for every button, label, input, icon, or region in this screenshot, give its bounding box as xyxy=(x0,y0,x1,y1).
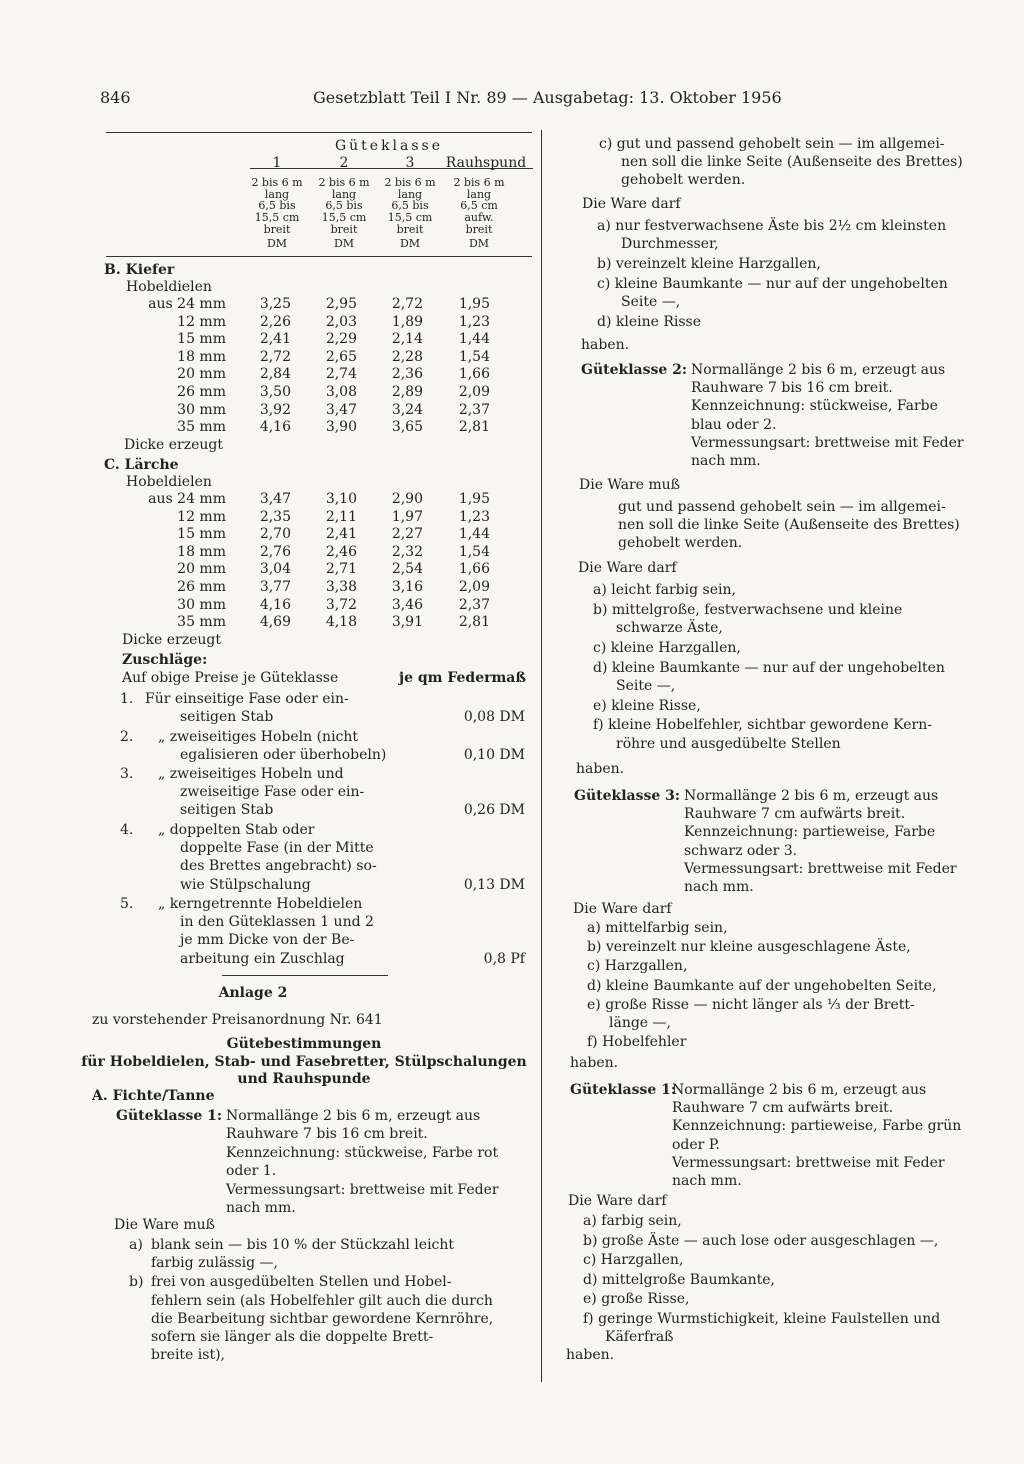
gueteklasse-text: Rauhware 7 bis 16 cm breit. xyxy=(226,1126,428,1143)
price-cell: 1,89 xyxy=(391,313,423,330)
anlage-heading: und Rauhspunde xyxy=(237,1071,371,1088)
item-text: arbeitung ein Zuschlag xyxy=(180,950,345,967)
price-cell: 2,09 xyxy=(458,579,490,595)
text-line: c) Harzgallen, xyxy=(583,1252,684,1268)
price-cell: 4,18 xyxy=(325,614,357,631)
price-cell: 1,44 xyxy=(458,331,490,348)
ware-darf: Die Ware darf xyxy=(582,196,681,212)
zuschlaege-title: Zuschläge: xyxy=(122,652,208,668)
text-line: Kennzeichnung: stückweise, Farbe xyxy=(691,398,938,415)
price-cell: 2,54 xyxy=(391,561,423,578)
item-text: breite ist), xyxy=(151,1347,225,1364)
price-cell: 3,46 xyxy=(391,596,423,613)
price-cell: 2,71 xyxy=(325,561,357,578)
text-line: Käferfraß xyxy=(605,1328,674,1345)
gueteklasse-text: Kennzeichnung: stückweise, Farbe rot xyxy=(226,1144,499,1161)
left-top-rule xyxy=(106,132,532,133)
text-line: blau oder 2. xyxy=(691,416,777,433)
row-label: 12 mm xyxy=(177,508,226,525)
price-cell: 2,72 xyxy=(391,296,423,312)
price-cell: 2,65 xyxy=(325,348,357,365)
price-cell: 4,16 xyxy=(259,419,291,436)
price-cell: 2,28 xyxy=(391,348,423,365)
price-cell: 2,11 xyxy=(325,508,357,525)
ware-darf: Die Ware darf xyxy=(568,1193,667,1209)
price-cell: 3,24 xyxy=(391,401,423,418)
haben: haben. xyxy=(570,1055,619,1071)
row-label: 15 mm xyxy=(177,331,226,348)
item-price: 0,08 DM xyxy=(463,709,525,726)
price-cell: 2,29 xyxy=(325,331,357,348)
text-line: Rauhware 7 bis 16 cm breit. xyxy=(691,380,893,397)
unit-label: DM xyxy=(266,237,288,250)
column-divider xyxy=(541,130,542,1382)
item-text: doppelte Fase (in der Mitte xyxy=(180,840,374,857)
item-number: 4. xyxy=(120,822,134,838)
column-description: 6,5 bis xyxy=(258,199,296,213)
column-description: lang xyxy=(466,187,492,201)
row-label: aus 24 mm xyxy=(148,296,226,312)
item-text: seitigen Stab xyxy=(180,802,274,819)
row-label: 30 mm xyxy=(177,401,226,418)
text-line: d) mittelgroße Baumkante, xyxy=(583,1271,775,1288)
column-description: lang xyxy=(397,187,423,201)
column-description: 6,5 cm xyxy=(460,199,498,213)
price-cell: 3,77 xyxy=(259,579,291,595)
price-cell: 1,23 xyxy=(458,313,490,330)
text-line: nen soll die linke Seite (Außenseite des Brettes) xyxy=(618,517,960,534)
price-cell: 2,89 xyxy=(391,384,423,400)
anlage-heading: Gütebestimmungen xyxy=(226,1036,382,1052)
price-cell: 2,70 xyxy=(259,526,291,543)
row-footer: Dicke erzeugt xyxy=(124,436,224,453)
item-text: je mm Dicke von der Be- xyxy=(180,932,355,949)
price-cell: 2,35 xyxy=(259,508,291,525)
price-cell: 2,03 xyxy=(325,313,357,330)
price-cell: 2,95 xyxy=(325,296,357,312)
price-cell: 3,90 xyxy=(325,419,357,436)
price-cell: 2,46 xyxy=(325,543,357,560)
text-line: b) mittelgroße, festverwachsene und kleine xyxy=(593,601,903,618)
text-line: c) kleine Harzgallen, xyxy=(593,639,741,656)
unit-label: DM xyxy=(468,237,490,250)
column-description: 2 bis 6 m xyxy=(318,176,370,189)
item-text: Für einseitige Fase oder ein- xyxy=(145,691,349,707)
item-letter: b) xyxy=(129,1274,144,1291)
text-line: f) geringe Wurmstichigkeit, kleine Faulstellen und xyxy=(583,1310,941,1327)
gueteklasse-label: Güteklasse 1: xyxy=(570,1082,677,1098)
text-line: Vermessungsart: brettweise mit Feder xyxy=(691,434,964,451)
price-cell: 2,41 xyxy=(259,331,291,348)
unit-label: DM xyxy=(399,237,421,250)
price-cell: 2,81 xyxy=(458,419,490,436)
ware-darf: Die Ware darf xyxy=(578,560,677,576)
text-line: Seite —, xyxy=(621,294,681,310)
text-line: Vermessungsart: brettweise mit Feder xyxy=(684,860,957,877)
gueteklasse-text: Normallänge 2 bis 6 m, erzeugt aus xyxy=(226,1108,481,1124)
price-cell: 3,16 xyxy=(391,579,423,595)
price-cell: 2,26 xyxy=(259,313,291,330)
item-price: 0,10 DM xyxy=(463,747,525,764)
price-cell: 2,36 xyxy=(391,366,423,383)
item-number: 2. xyxy=(120,729,134,745)
price-cell: 1,66 xyxy=(458,366,490,383)
text-line: nach mm. xyxy=(691,453,761,469)
row-label: 18 mm xyxy=(177,543,226,560)
text-line: Kennzeichnung: partieweise, Farbe xyxy=(684,824,936,841)
item-text: die Bearbeitung sichtbar gewordene Kernröhre, xyxy=(151,1310,494,1327)
price-cell: 4,69 xyxy=(259,614,291,631)
item-price: 0,8 Pf xyxy=(483,950,525,967)
text-line: Seite —, xyxy=(616,677,676,694)
column-description: lang xyxy=(331,187,357,201)
ware-muss: Die Ware muß xyxy=(114,1217,216,1233)
text-line: c) kleine Baumkante — nur auf der ungehobelten xyxy=(597,275,948,292)
item-text: wie Stülpschalung xyxy=(180,876,311,893)
row-label: 35 mm xyxy=(177,419,226,436)
price-cell: 3,91 xyxy=(391,614,423,631)
row-footer: Dicke erzeugt xyxy=(122,631,222,648)
row-label: 30 mm xyxy=(177,596,226,613)
price-cell: 3,47 xyxy=(259,491,291,507)
item-text: „ kerngetrennte Hobeldielen xyxy=(158,896,363,912)
text-line: a) farbig sein, xyxy=(583,1213,682,1229)
item-text: egalisieren oder überhobeln) xyxy=(180,747,387,764)
row-label: 18 mm xyxy=(177,348,226,365)
price-cell: 3,10 xyxy=(325,491,357,507)
column-description: 15,5 cm xyxy=(254,211,300,225)
row-label: 12 mm xyxy=(177,313,226,330)
price-cell: 3,47 xyxy=(325,401,357,418)
text-line: d) kleine Risse xyxy=(597,313,702,330)
item-text: sofern sie länger als die doppelte Brett- xyxy=(151,1329,434,1345)
text-line: gut und passend gehobelt sein — im allgemei- xyxy=(618,499,946,515)
price-cell: 4,16 xyxy=(259,596,291,613)
item-number: 5. xyxy=(120,896,134,912)
gueteklasse-text: oder 1. xyxy=(226,1163,277,1180)
row-label: 15 mm xyxy=(177,526,226,543)
text-line: a) leicht farbig sein, xyxy=(593,582,736,598)
text-line: gehobelt werden. xyxy=(618,535,743,552)
zuschlaege-intro: Auf obige Preise je Güteklasse xyxy=(122,670,339,686)
price-cell: 2,76 xyxy=(259,543,291,560)
column-header: Rauhspund xyxy=(445,155,527,171)
column-description: 15,5 cm xyxy=(321,211,367,225)
item-text: farbig zulässig —, xyxy=(151,1255,278,1272)
item-text: des Brettes angebracht) so- xyxy=(180,858,377,875)
column-description: 6,5 bis xyxy=(391,199,429,213)
unit-label: DM xyxy=(333,237,355,250)
price-cell: 2,72 xyxy=(259,348,291,365)
text-line: b) vereinzelt nur kleine ausgeschlagene Äste, xyxy=(587,939,911,956)
price-cell: 1,95 xyxy=(458,491,490,507)
column-description: lang xyxy=(264,187,290,201)
text-line: Durchmesser, xyxy=(621,236,719,253)
text-line: a) nur festverwachsene Äste bis 2½ cm kleinsten xyxy=(597,218,947,234)
text-line: oder P. xyxy=(672,1136,720,1153)
text-line: Normallänge 2 bis 6 m, erzeugt aus xyxy=(691,362,946,378)
price-cell: 3,08 xyxy=(325,384,357,400)
row-label: 26 mm xyxy=(177,579,226,595)
ware-muss: Die Ware muß xyxy=(579,477,681,493)
price-cell: 1,95 xyxy=(458,296,490,312)
page-number: 846 xyxy=(100,88,131,107)
price-cell: 3,04 xyxy=(259,561,291,578)
price-cell: 1,97 xyxy=(391,508,423,525)
text-line: f) Hobelfehler xyxy=(587,1034,687,1051)
price-cell: 2,37 xyxy=(458,401,490,418)
zuschlaege-column-header: je qm Federmaß xyxy=(399,670,526,686)
text-line: b) vereinzelt kleine Harzgallen, xyxy=(597,256,821,272)
item-text: blank sein — bis 10 % der Stückzahl leicht xyxy=(151,1237,455,1253)
price-cell: 1,66 xyxy=(458,561,490,578)
text-line: nach mm. xyxy=(684,879,754,895)
text-line: e) kleine Risse, xyxy=(593,697,701,714)
text-line: d) kleine Baumkante — nur auf der ungehobelten xyxy=(593,659,945,676)
item-text: frei von ausgedübelten Stellen und Hobel- xyxy=(151,1274,452,1291)
text-line: Vermessungsart: brettweise mit Feder xyxy=(672,1154,945,1171)
price-cell: 1,54 xyxy=(458,348,490,365)
text-line: c) gut und passend gehobelt sein — im allgemei- xyxy=(599,136,945,152)
text-line: röhre und ausgedübelte Stellen xyxy=(616,735,841,752)
text-line: nen soll die linke Seite (Außenseite des Brettes) xyxy=(621,154,963,171)
ware-darf: Die Ware darf xyxy=(573,901,672,917)
text-line: Rauhware 7 cm aufwärts breit. xyxy=(672,1100,894,1117)
text-line: schwarze Äste, xyxy=(616,620,723,636)
text-line: e) große Risse, xyxy=(583,1291,690,1307)
anlage-reference: zu vorstehender Preisanordnung Nr. 641 xyxy=(92,1012,383,1028)
section-title: C. Lärche xyxy=(104,457,179,473)
column-description: 15,5 cm xyxy=(387,211,433,225)
text-line: f) kleine Hobelfehler, sichtbar gewordene Kern- xyxy=(593,717,932,734)
gueteklasse-text: nach mm. xyxy=(226,1200,296,1216)
column-description: breit xyxy=(465,222,493,236)
item-text: „ zweiseitiges Hobeln und xyxy=(158,766,344,782)
price-cell: 1,54 xyxy=(458,543,490,560)
price-cell: 2,37 xyxy=(458,596,490,613)
price-cell: 2,14 xyxy=(391,331,423,348)
price-cell: 2,90 xyxy=(391,491,423,507)
column-description: 2 bis 6 m xyxy=(453,176,505,189)
price-cell: 2,74 xyxy=(325,366,357,383)
section-subtitle: Hobeldielen xyxy=(126,474,212,490)
item-letter: a) xyxy=(129,1237,143,1253)
text-line: d) kleine Baumkante auf der ungehobelten Seite, xyxy=(587,977,937,994)
price-cell: 3,72 xyxy=(325,596,357,613)
column-description: 6,5 bis xyxy=(325,199,363,213)
item-text: „ zweiseitiges Hobeln (nicht xyxy=(158,729,359,745)
gueteklasse-label: Güteklasse 3: xyxy=(574,788,681,804)
row-label: 20 mm xyxy=(177,366,226,383)
text-line: länge —, xyxy=(609,1015,671,1031)
text-line: Normallänge 2 bis 6 m, erzeugt aus xyxy=(684,788,939,804)
text-line: Normallänge 2 bis 6 m, erzeugt aus xyxy=(672,1082,927,1098)
item-text: seitigen Stab xyxy=(180,709,274,726)
item-price: 0,26 DM xyxy=(463,802,525,819)
text-line: c) Harzgallen, xyxy=(587,958,688,975)
price-cell: 1,44 xyxy=(458,526,490,543)
price-cell: 2,81 xyxy=(458,614,490,631)
section-subtitle: Hobeldielen xyxy=(126,279,212,295)
row-label: 20 mm xyxy=(177,561,226,578)
text-line: Kennzeichnung: partieweise, Farbe grün xyxy=(672,1118,962,1135)
price-cell: 2,09 xyxy=(458,384,490,400)
price-cell: 2,84 xyxy=(259,366,291,383)
gueteklasse-text: Vermessungsart: brettweise mit Feder xyxy=(226,1181,499,1198)
price-cell: 3,25 xyxy=(259,296,291,312)
section-a-title: A. Fichte/Tanne xyxy=(92,1088,215,1104)
price-cell: 2,41 xyxy=(325,526,357,543)
price-cell: 3,38 xyxy=(325,579,357,595)
text-line: nach mm. xyxy=(672,1173,742,1189)
anlage-title: Anlage 2 xyxy=(218,985,288,1001)
gazette-header: Gesetzblatt Teil I Nr. 89 — Ausgabetag: 13. Oktober 1956 xyxy=(313,88,782,107)
gueteklasse-label: Güteklasse 2: xyxy=(581,362,688,378)
column-description: breit xyxy=(263,222,291,236)
item-number: 1. xyxy=(120,691,134,707)
haben: haben. xyxy=(566,1347,615,1363)
column-header: 3 xyxy=(405,155,415,171)
text-line: schwarz oder 3. xyxy=(684,842,798,859)
row-label: aus 24 mm xyxy=(148,491,226,507)
text-line: a) mittelfarbig sein, xyxy=(587,920,728,936)
text-line: b) große Äste — auch lose oder ausgeschlagen —, xyxy=(583,1232,939,1249)
price-cell: 3,50 xyxy=(259,384,291,400)
item-text: zweiseitige Fase oder ein- xyxy=(180,784,365,801)
text-line: gehobelt werden. xyxy=(621,172,746,189)
column-header: 2 xyxy=(339,155,349,171)
row-label: 35 mm xyxy=(177,614,226,631)
column-description: breit xyxy=(330,222,358,236)
column-description: 2 bis 6 m xyxy=(384,176,436,189)
item-text: „ doppelten Stab oder xyxy=(158,822,315,838)
row-label: 26 mm xyxy=(177,384,226,400)
price-cell: 3,65 xyxy=(391,419,423,436)
column-description: aufw. xyxy=(464,211,494,225)
item-text: fehlern sein (als Hobelfehler gilt auch die durch xyxy=(151,1292,493,1309)
price-cell: 3,92 xyxy=(259,401,291,418)
item-price: 0,13 DM xyxy=(463,876,525,893)
price-cell: 2,27 xyxy=(391,526,423,543)
gueteklasse-label: Güteklasse 1: xyxy=(116,1108,223,1124)
haben: haben. xyxy=(576,761,625,777)
text-line: e) große Risse — nicht länger als ⅓ der Brett- xyxy=(587,996,915,1013)
column-header: 1 xyxy=(272,155,282,171)
table-header-bottom-rule xyxy=(106,256,532,257)
zuschlaege-bottom-rule xyxy=(222,975,388,976)
section-title: B. Kiefer xyxy=(104,262,175,278)
price-cell: 1,23 xyxy=(458,508,490,525)
column-description: 2 bis 6 m xyxy=(251,176,303,189)
anlage-heading: für Hobeldielen, Stab- und Fasebretter, Stülpschalungen xyxy=(81,1053,527,1070)
gueteklasse-header: Güteklasse xyxy=(334,138,444,154)
column-description: breit xyxy=(396,222,424,236)
price-cell: 2,32 xyxy=(391,543,423,560)
text-line: Rauhware 7 cm aufwärts breit. xyxy=(684,806,906,823)
item-number: 3. xyxy=(120,766,134,782)
haben: haben. xyxy=(581,337,630,353)
item-text: in den Güteklassen 1 und 2 xyxy=(180,914,374,931)
